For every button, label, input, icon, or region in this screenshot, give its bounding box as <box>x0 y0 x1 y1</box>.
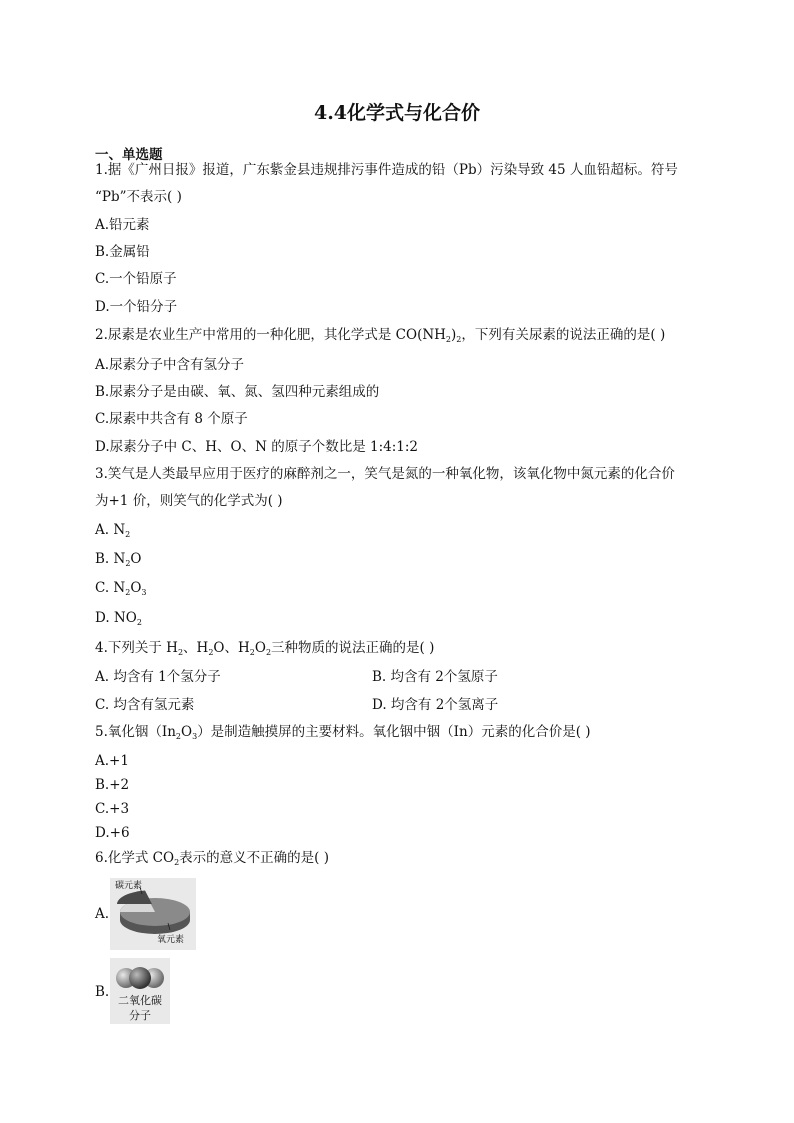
q5-option-a: A.+1 <box>95 753 129 769</box>
q4-option-b: B. 均含有 2个氢原子 <box>372 669 498 685</box>
q5-option-c: C.+3 <box>95 801 130 817</box>
q4-option-d: D. 均含有 2个氢离子 <box>372 697 499 713</box>
q6-option-a-pie-image <box>110 878 196 950</box>
q2-option-c: C.尿素中共含有 8 个原子 <box>95 411 248 427</box>
q2-option-d: D.尿素分子中 C、H、O、N 的原子个数比是 1:4:1:2 <box>95 439 418 455</box>
q3-option-a: A. $N_2$ <box>95 522 131 539</box>
q1-option-a: A.铅元素 <box>95 217 150 233</box>
molecule-label-line2: 分子 <box>129 1009 151 1022</box>
q1-option-b: B.金属铅 <box>95 244 150 260</box>
molecule-label-line1: 二氧化碳 <box>118 994 162 1007</box>
page-title: 4.4化学式与化合价 <box>313 102 481 124</box>
q4-option-c: C. 均含有氢元素 <box>95 697 195 713</box>
q1-stem-line1: 1.据《广州日报》报道，广东紫金县违规排污事件造成的铅（Pb）污染导致 45 人血铅超标。符号 <box>95 162 678 178</box>
q3-stem-line1: 3.笑气是人类最早应用于医疗的麻醉剂之一，笑气是氮的一种氧化物，该氧化物中氮元素的化合价 <box>95 466 675 482</box>
q3-option-d: D. $NO_2$ <box>95 610 142 627</box>
q5-option-d: D.+6 <box>95 825 130 841</box>
q3-stem-line2: 为+1 价，则笑气的化学式为( ) <box>95 493 283 509</box>
q3-option-b: B. $N_2O$ <box>95 551 142 568</box>
q5-stem: 5.氧化铟$(In_2O_3)$是制造触摸屏的主要材料。氧化铟中铟（In）元素的化合价是( ) <box>95 724 591 741</box>
pie-figure <box>110 878 196 950</box>
q6-option-b-label: B. <box>95 984 110 1000</box>
section-heading: 一、单选题 <box>95 147 163 163</box>
q5-option-b: B.+2 <box>95 777 130 793</box>
q1-option-c: C.一个铅原子 <box>95 271 177 287</box>
pie-label-carbon: 碳元素 <box>115 881 143 891</box>
q6-option-b-molecule-image <box>110 958 170 1024</box>
q4-stem: 4.下列关于 $H_2$、$H_2O$、$H_2O_2$三种物质的说法正确的是( ) <box>95 640 435 657</box>
co2-molecule-figure <box>110 958 170 1024</box>
q3-option-c: C. $N_2O_3$ <box>95 580 147 597</box>
q2-option-a: A.尿素分子中含有氢分子 <box>95 357 245 373</box>
q2-option-b: B.尿素分子是由碳、氧、氮、氢四种元素组成的 <box>95 384 380 400</box>
q1-option-d: D.一个铅分子 <box>95 299 178 315</box>
q6-option-a-label: A. <box>95 906 110 922</box>
q4-option-a: A. 均含有 1个氢分子 <box>95 669 221 685</box>
pie-label-oxygen: 氧元素 <box>157 935 185 945</box>
q2-stem: 2.尿素是农业生产中常用的一种化肥，其化学式是 $CO(NH_2)_2$，下列有关尿素的说法正确的是( ) <box>95 327 666 344</box>
q1-stem-line2: “Pb”不表示( ) <box>95 189 182 205</box>
q6-stem: 6.化学式 $CO_2$表示的意义不正确的是( ) <box>95 850 329 867</box>
